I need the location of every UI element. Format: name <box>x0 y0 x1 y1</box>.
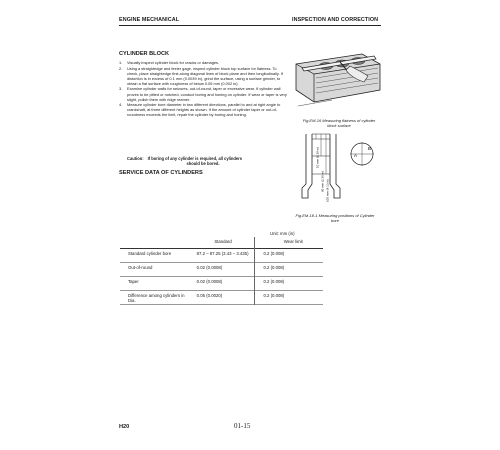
table-row <box>120 277 323 291</box>
table-header-row <box>120 237 323 249</box>
row-item: Taper <box>128 279 139 284</box>
row-wear-limit: 0.2 (0.008) <box>263 279 285 284</box>
row-item: Standard cylinder bore <box>128 251 172 256</box>
step-number: 3. <box>119 86 123 92</box>
dimension-label: 60 mm (2.36 in) <box>320 170 325 192</box>
step-item <box>119 60 287 65</box>
block-flatness-illustration <box>292 50 382 116</box>
caution-label: Caution: <box>127 156 144 161</box>
header-chapter-title: INSPECTION AND CORRECTION <box>292 17 379 23</box>
footer-model-code: H20 <box>119 424 130 430</box>
row-standard: 87.2 – 87.25 (3.43 – 3.435) <box>192 249 255 263</box>
step-text: Using a straightedge and feeler gage, inspect cylinder block top surface for flatness. To check, place straightedge first along diagonal lines of block plane and then longitudinally. If distortion is in excess of 0.1 mm (0.0039 in), grind the surface, using a surface grinder, to obtain a flat surface with roughness of below 0.05 mm (0.002 in). <box>127 65 283 86</box>
units-note: Unit: mm (in) <box>270 231 295 236</box>
step-item <box>119 102 287 117</box>
table-row <box>120 291 323 305</box>
row-item: Out-of-round <box>128 265 153 270</box>
step-text: Examine cylinder walls for seizures, out-of-round, taper or excessive wear. If cylinder wall proves to be pitted or notched, conduct boring and honing on cylinder. If wear or taper is very slight, polish them with ridge reamer. <box>127 86 287 102</box>
service-data-table <box>120 237 323 305</box>
column-header <box>120 237 192 249</box>
cylinder-block-heading: CYLINDER BLOCK <box>119 51 170 57</box>
column-header: Standard <box>192 237 255 249</box>
service-data-heading: SERVICE DATA OF CYLINDERS <box>119 170 203 176</box>
caution-line-1: If boring of any cylinder is required, all cylinders <box>147 156 243 161</box>
table-row <box>120 263 323 277</box>
dimension-label: 105 mm (4.13 in) <box>325 179 330 202</box>
row-wear-limit: 0.2 (0.008) <box>263 251 285 256</box>
step-number: 4. <box>119 102 123 108</box>
caution-line-2: should be bored. <box>186 161 220 167</box>
row-standard: 0.02 (0.0008) <box>192 277 255 291</box>
row-item: Difference among cylinders in Dia. <box>128 293 185 303</box>
row-standard: 0.02 (0.0008) <box>192 263 255 277</box>
step-number: 2. <box>119 65 123 71</box>
row-wear-limit: 0.2 (0.008) <box>263 265 285 270</box>
header-section-title: ENGINE MECHANICAL <box>119 17 180 23</box>
figure-2-caption: Fig.EM-18-1 Measuring positions of Cylinder bore <box>295 213 375 223</box>
step-item <box>119 66 287 86</box>
column-header: Wear limit <box>283 239 303 244</box>
caution-note <box>119 156 287 166</box>
direction-a-label: A <box>354 153 358 158</box>
row-standard: 0.05 (0.0020) <box>192 291 255 305</box>
step-text: Measure cylinder bore diameter in two different directions, parallel to and at right angle to crankshaft, at three different heights as shown. If the amount of cylinder taper or out-of-roundness exceeds the limit, repair the cylinder by boring and honing. <box>127 102 281 118</box>
figure-1-caption: Fig.EM-16 Measuring flatness of cylinder block surface <box>302 118 376 128</box>
row-wear-limit: 0.2 (0.008) <box>263 293 285 298</box>
header-rule <box>119 25 381 26</box>
direction-b-label: B <box>368 146 372 151</box>
inspection-steps <box>119 60 287 118</box>
bore-measuring-positions-diagram <box>300 132 378 212</box>
step-item <box>119 86 287 101</box>
step-number: 1. <box>119 60 123 65</box>
step-text: Visually inspect cylinder block for cracks or damages. <box>127 60 220 65</box>
dimension-label: 10 mm (0.39 in) <box>315 146 320 168</box>
table-row <box>120 249 323 263</box>
page-number: 01-15 <box>234 422 251 430</box>
